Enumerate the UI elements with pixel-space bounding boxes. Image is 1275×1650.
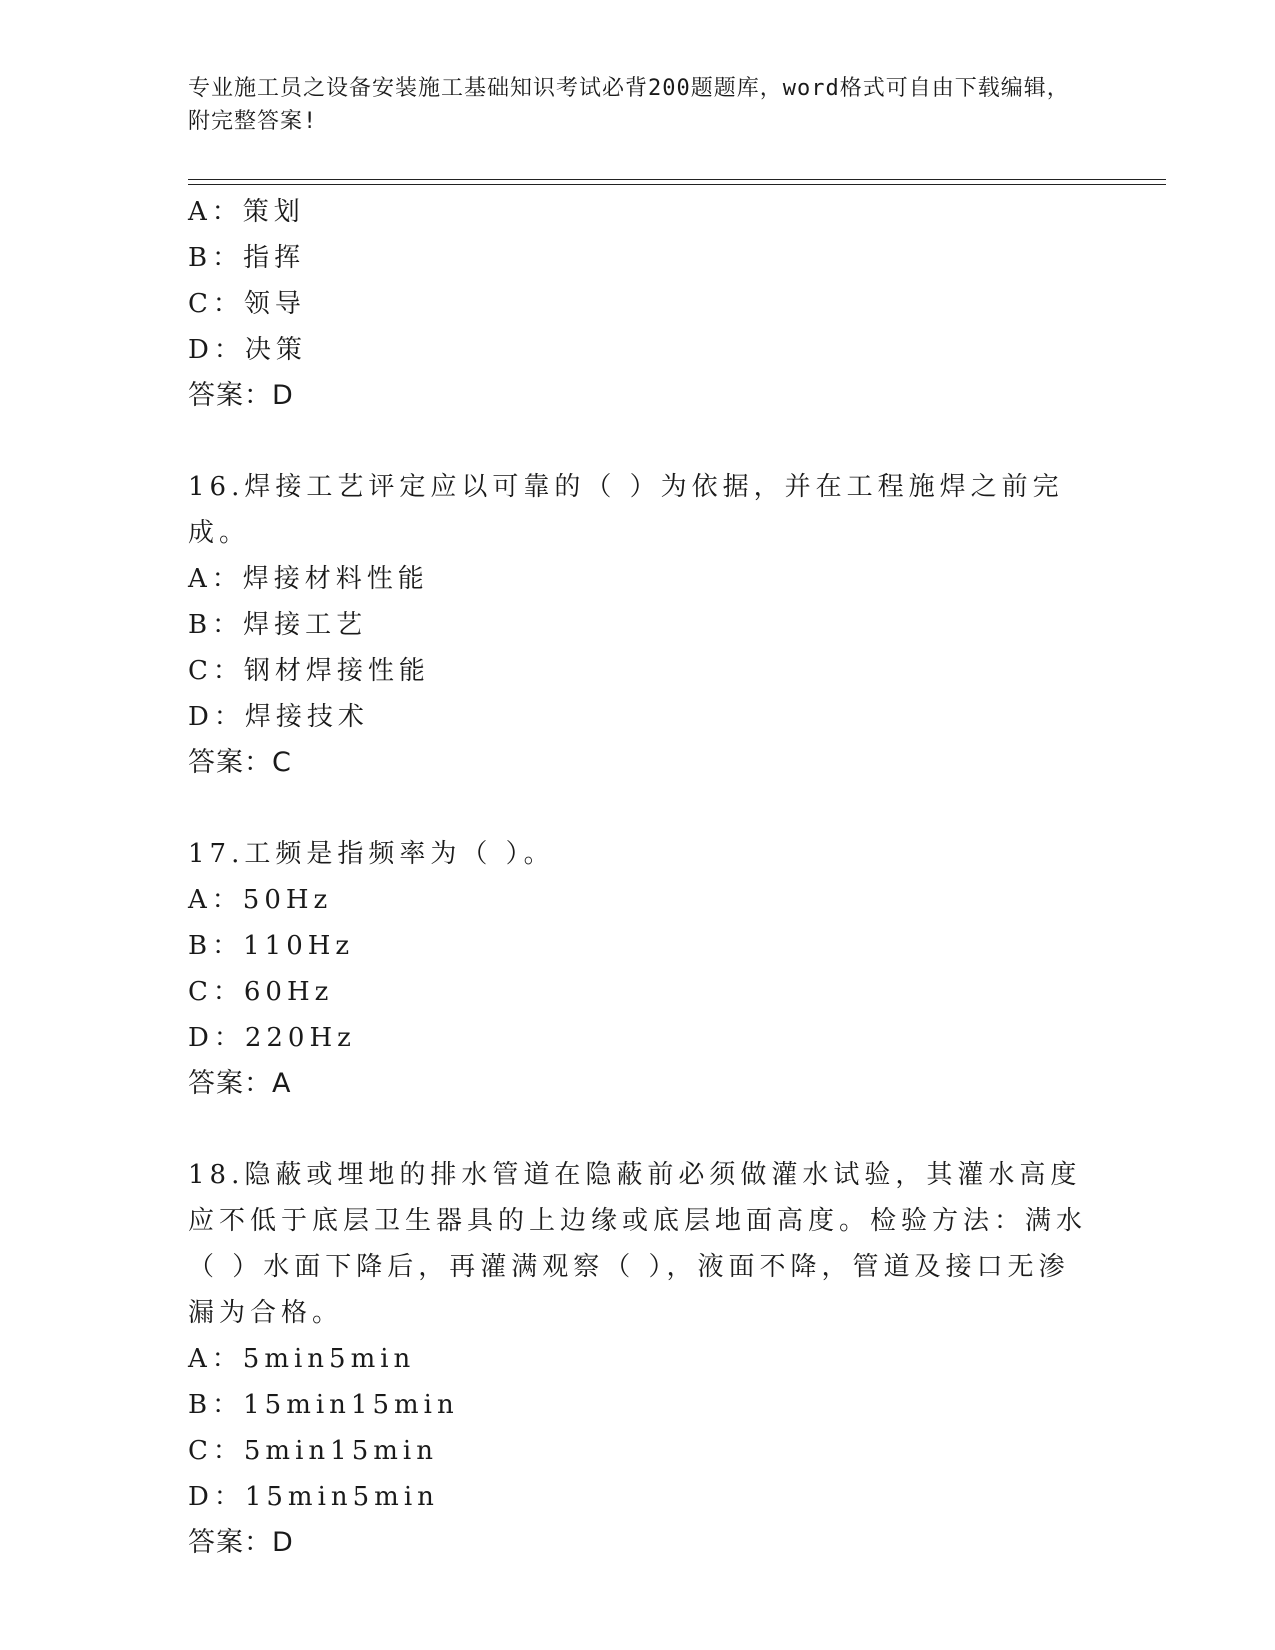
option-d: D：15min5min — [188, 1482, 439, 1512]
option-b: B：15min15min — [188, 1390, 459, 1420]
option-a: A：策划 — [188, 197, 305, 227]
question-16 — [188, 464, 1088, 786]
option-d: D：决策 — [188, 335, 307, 365]
question-list — [188, 189, 1088, 1566]
option-a: A：焊接材料性能 — [188, 564, 429, 594]
question-stem: 18.隐蔽或埋地的排水管道在隐蔽前必须做灌水试验，其灌水高度应不低于底层卫生器具的上边缘或底层地面高度。检验方法：满水（ ）水面下降后，再灌满观察（ ），液面不降，管道及接口无渗漏为合格。 — [188, 1160, 1088, 1328]
header-divider-top — [188, 179, 1166, 180]
spacer — [188, 786, 1088, 831]
answer-label: 答案：C — [188, 747, 292, 778]
answer-label: 答案：A — [188, 1068, 292, 1099]
option-c: C：领导 — [188, 289, 306, 319]
option-a: A：50Hz — [188, 885, 333, 915]
question-17 — [188, 831, 1088, 1107]
option-b: B：焊接工艺 — [188, 610, 368, 640]
spacer — [188, 419, 1088, 464]
option-c: C：钢材焊接性能 — [188, 656, 430, 686]
option-b: B：110Hz — [188, 931, 355, 961]
question-15 — [188, 189, 1088, 419]
question-stem: 16.焊接工艺评定应以可靠的（ ）为依据，并在工程施焊之前完成。 — [188, 472, 1064, 548]
question-stem: 17.工频是指频率为（ ）。 — [188, 839, 555, 869]
option-d: D：焊接技术 — [188, 702, 369, 732]
option-b: B：指挥 — [188, 243, 306, 273]
header-divider-bottom — [188, 184, 1166, 185]
option-d: D：220Hz — [188, 1023, 356, 1053]
option-c: C：5min15min — [188, 1436, 438, 1466]
question-18 — [188, 1152, 1088, 1566]
option-c: C：60Hz — [188, 977, 334, 1007]
option-a: A：5min5min — [188, 1344, 416, 1374]
answer-label: 答案：D — [188, 1527, 294, 1558]
answer-label: 答案：D — [188, 380, 294, 411]
document-header: 专业施工员之设备安装施工基础知识考试必背200题题库，word格式可自由下载编辑，附完整答案! — [188, 76, 1070, 134]
spacer — [188, 1107, 1088, 1152]
